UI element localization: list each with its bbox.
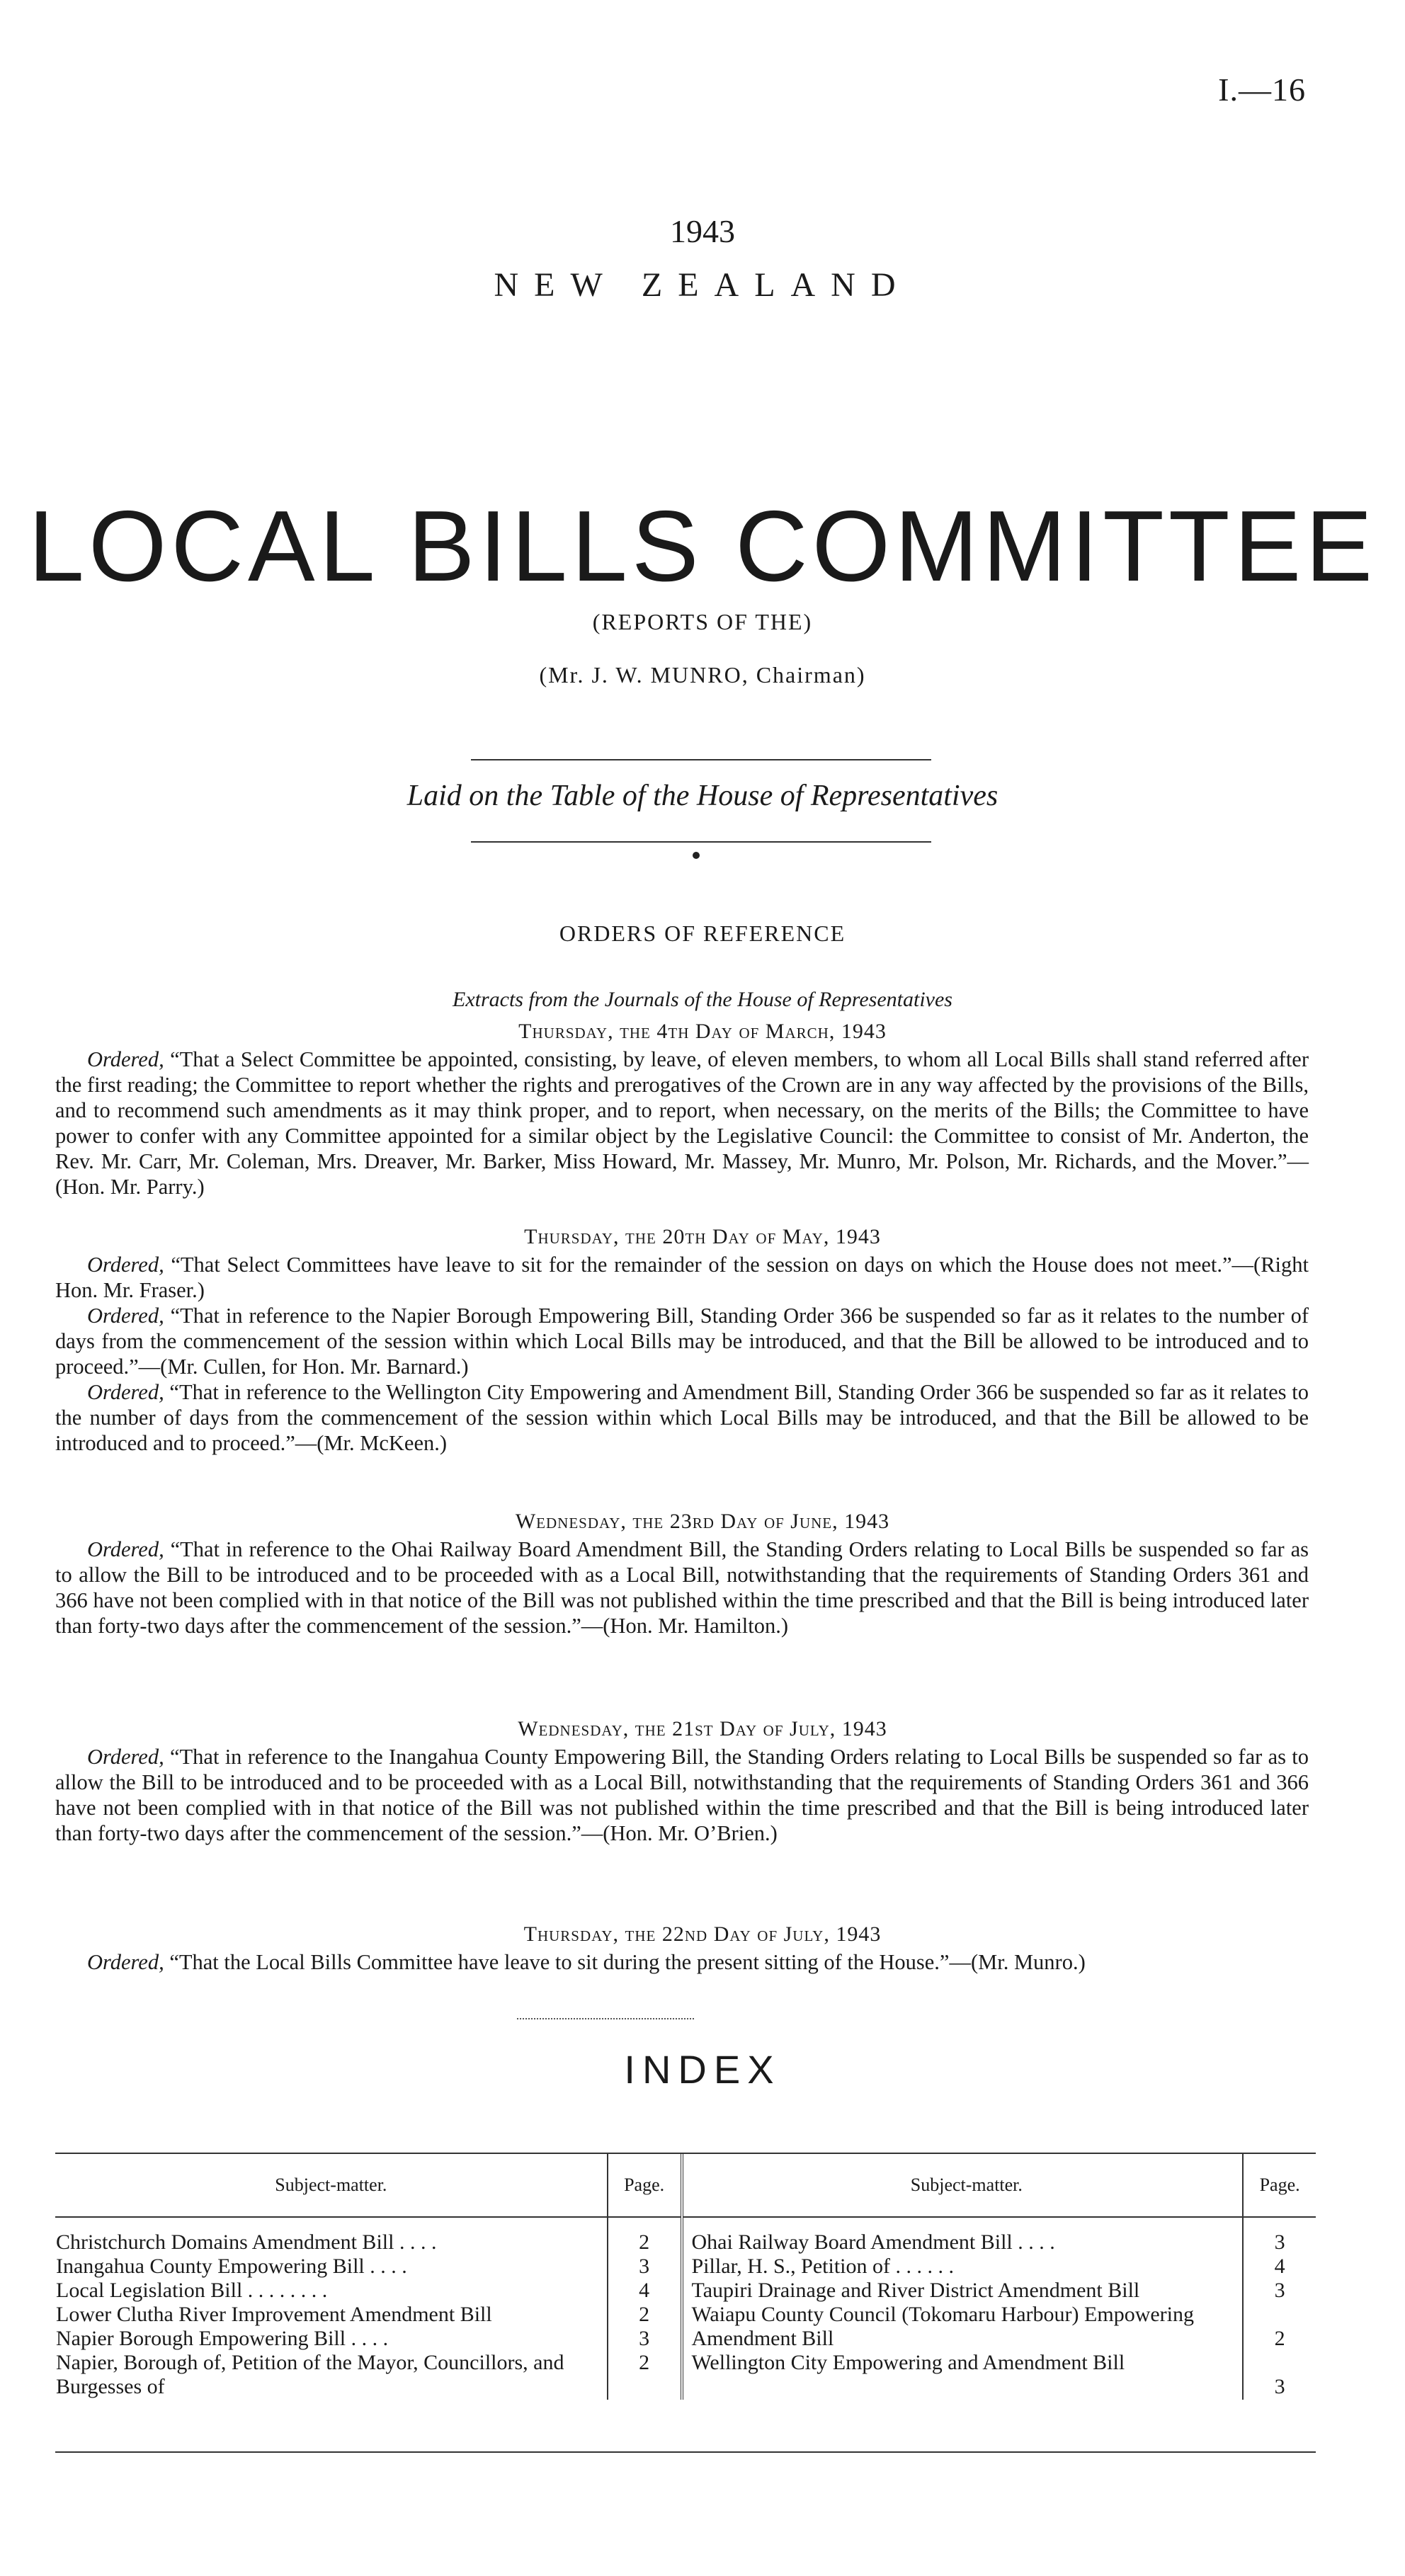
- index-left-subjects: [55, 2217, 608, 2400]
- entry-label: Local Legislation Bill . . . . . . . .: [56, 2279, 328, 2302]
- entry-label: Wellington City Empowering and Amendment Bill: [691, 2351, 1125, 2374]
- section-date: Thursday, the 4th Day of March, 1943: [518, 1020, 887, 1043]
- order-text: “That in reference to the Ohai Railway Board Amendment Bill, the Standing Orders relating to Local Bills be suspended so far as to allow the Bill to be introduced and to be proceeded with as a Local Bill, notwithstanding that the requirements of Standing Orders 361 and 366 have not been complied with in that notice of the Bill was not published within the time prescribed and that the Bill is being introduced later than forty-two days after the commencement of the session.”—(Hon. Mr. Hamilton.): [55, 1537, 1309, 1638]
- index-entry: [692, 2279, 1242, 2303]
- order-text: “That a Select Committee be appointed, consisting, by leave, of eleven members, to whom all Local Bills shall stand referred after the first reading; the Committee to report whether the rights and prerogatives of the Crown are in any way affected by the provisions of the Bills, and to recommend such amendments as it may think proper, and to report, when necessary, on the merits of the Bills; the Committee to have power to confer with any Committee appointed for a similar object by the Legislative Council: the Committee to consist of Mr. Anderton, the Rev. Mr. Carr, Mr. Coleman, Mrs. Dreaver, Mr. Barker, Miss Howard, Mr. Massey, Mr. Munro, Mr. Polson, Mr. Richards, and the Mover.”—(Hon. Mr. Parry.): [55, 1047, 1309, 1199]
- document-subtitle: (REPORTS OF THE): [592, 609, 813, 634]
- section-body: [55, 1744, 1309, 1846]
- order-paragraph: [55, 1744, 1309, 1846]
- ornament-dot: [693, 852, 700, 859]
- entry-page: 3: [1274, 2279, 1285, 2302]
- index-entry: [56, 2279, 606, 2303]
- col-page-header: Page.: [1243, 2154, 1316, 2217]
- index-entry: [692, 2255, 1242, 2279]
- ordered-word: Ordered,: [87, 1950, 164, 1974]
- index-left-pages: [608, 2217, 682, 2400]
- order-text: “That in reference to the Inangahua County Empowering Bill, the Standing Orders relating to Local Bills be suspended so far as to allow the Bill to be introduced and to be proceeded with as a Local Bill, notwithstanding that the requirements of Standing Orders 361 and 366 have not been complied with in that notice of the Bill was not published within the time prescribed and that the Bill is being introduced later than forty-two days after the commencement of the session.”—(Hon. Mr. O’Brien.): [55, 1745, 1309, 1845]
- ordered-word: Ordered,: [87, 1537, 164, 1561]
- col-page-header: Page.: [608, 2154, 682, 2217]
- country-heading: NEW ZEALAND: [494, 266, 911, 304]
- entry-label: Taupiri Drainage and River District Amendment Bill: [691, 2279, 1140, 2302]
- entry-label: Pillar, H. S., Petition of . . . . . .: [691, 2255, 954, 2278]
- entry-label: Inangahua County Empowering Bill . . . .: [56, 2255, 407, 2278]
- col-subject-header: Subject-matter.: [682, 2154, 1244, 2217]
- section-body: [55, 1047, 1309, 1199]
- col-subject-header: Subject-matter.: [55, 2154, 608, 2217]
- year: 1943: [670, 213, 735, 249]
- index-entry: [692, 2351, 1242, 2375]
- index-entry: [692, 2230, 1242, 2255]
- ordered-word: Ordered,: [87, 1047, 164, 1071]
- index-entry: [56, 2230, 606, 2255]
- divider-rule: [471, 841, 931, 843]
- index-body-row: [55, 2217, 1316, 2400]
- entry-label: Lower Clutha River Improvement Amendment Bill: [56, 2303, 492, 2326]
- orders-of-reference-heading: ORDERS OF REFERENCE: [559, 921, 846, 946]
- ordered-word: Ordered,: [87, 1304, 164, 1328]
- entry-page: 4: [1274, 2255, 1285, 2278]
- divider-rule: [471, 759, 931, 760]
- index-entry: [56, 2303, 606, 2327]
- entry-page: 3: [639, 2327, 650, 2350]
- entry-page: 2: [639, 2303, 650, 2326]
- index-table: [55, 2154, 1316, 2400]
- order-paragraph: [55, 1537, 1309, 1639]
- extracts-line: Extracts from the Journals of the House of Representatives: [453, 988, 952, 1011]
- section-date: Thursday, the 22nd Day of July, 1943: [523, 1922, 882, 1946]
- entry-page: 2: [1274, 2327, 1285, 2350]
- entry-page: 3: [1274, 2230, 1285, 2254]
- section-body: [55, 1949, 1309, 1975]
- entry-label: Napier, Borough of, Petition of the Mayor, Councillors, and Burgesses of: [56, 2351, 564, 2398]
- order-text: “That in reference to the Wellington City Empowering and Amendment Bill, Standing Order 366 be suspended so far as it relates to the number of days from the commencement of the session within which Local Bills may be introduced, and that the Bill be allowed to be introduced and to proceed.”—(Mr. McKeen.): [55, 1380, 1309, 1455]
- section-date: Thursday, the 20th Day of May, 1943: [524, 1225, 881, 1248]
- order-paragraph: [55, 1252, 1309, 1303]
- entry-page: 3: [639, 2255, 650, 2278]
- entry-label: Waiapu County Council (Tokomaru Harbour) Empowering Amendment Bill: [691, 2303, 1194, 2350]
- order-text: “That the Local Bills Committee have leave to sit during the present sitting of the House.”—(Mr. Munro.): [164, 1950, 1086, 1974]
- ordered-word: Ordered,: [87, 1380, 164, 1404]
- index-entry: [56, 2351, 606, 2399]
- order-text: “That in reference to the Napier Borough Empowering Bill, Standing Order 366 be suspended so far as it relates to the number of days from the commencement of the session within which Local Bills may be introduced, and that the Bill be allowed to be introduced and to proceed.”—(Mr. Cullen, for Hon. Mr. Barnard.): [55, 1304, 1309, 1379]
- index-entry: [56, 2255, 606, 2279]
- order-paragraph: [55, 1047, 1309, 1199]
- entry-page: 4: [639, 2279, 650, 2302]
- order-paragraph: [55, 1949, 1309, 1975]
- index-right-pages: [1243, 2217, 1316, 2400]
- chairman-line: (Mr. J. W. MUNRO, Chairman): [539, 662, 866, 688]
- ordered-word: Ordered,: [87, 1745, 164, 1769]
- order-paragraph: [55, 1303, 1309, 1379]
- section-date: Wednesday, the 21st Day of July, 1943: [518, 1717, 887, 1740]
- document-title: LOCAL BILLS COMMITTEE: [28, 490, 1377, 603]
- index-bottom-rule: [55, 2451, 1316, 2453]
- entry-label: Christchurch Domains Amendment Bill . . . .: [56, 2230, 437, 2254]
- index-header-row: [55, 2154, 1316, 2217]
- section-date: Wednesday, the 23rd Day of June, 1943: [515, 1510, 890, 1533]
- page-reference: I.—16: [1218, 72, 1306, 108]
- entry-label: Napier Borough Empowering Bill . . . .: [56, 2327, 389, 2350]
- section-body: [55, 1252, 1309, 1456]
- entry-label: Ohai Railway Board Amendment Bill . . . .: [691, 2230, 1055, 2254]
- dotted-separator: [517, 2018, 694, 2019]
- section-body: [55, 1537, 1309, 1639]
- index-right-subjects: [682, 2217, 1244, 2400]
- index-entry: [692, 2303, 1242, 2351]
- order-text: “That Select Committees have leave to sit for the remainder of the session on days on which the House does not meet.”—(Right Hon. Mr. Fraser.): [55, 1253, 1309, 1302]
- entry-page: 2: [639, 2351, 650, 2374]
- entry-page: 3: [1274, 2375, 1285, 2398]
- entry-page: 2: [639, 2230, 650, 2254]
- order-paragraph: [55, 1379, 1309, 1456]
- index-entry: [56, 2327, 606, 2351]
- ordered-word: Ordered,: [87, 1253, 164, 1277]
- laid-on-table-line: Laid on the Table of the House of Representatives: [406, 780, 999, 812]
- index-heading: INDEX: [624, 2047, 781, 2092]
